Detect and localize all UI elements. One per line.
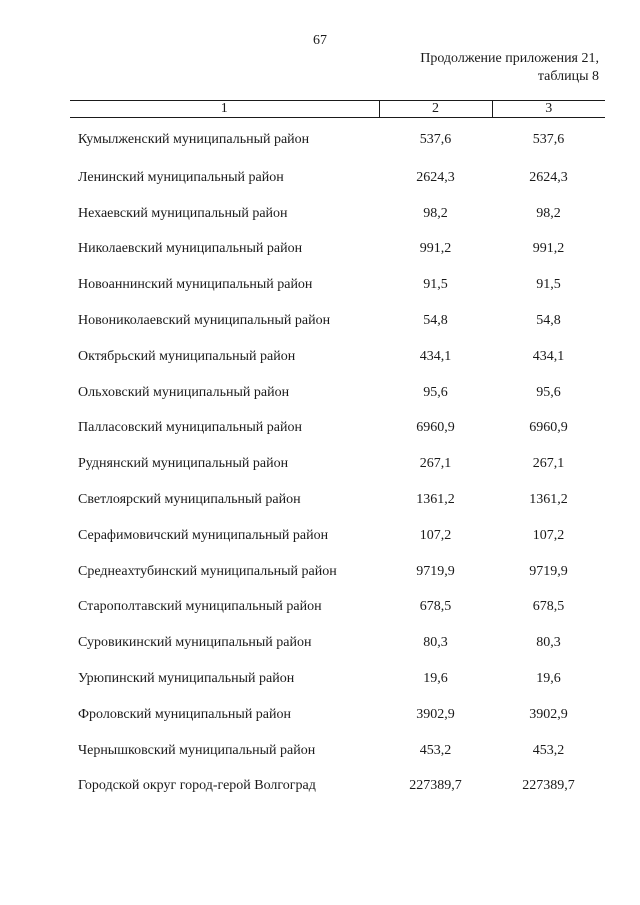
value-column-2: 54,8 xyxy=(423,313,448,329)
data-table-container xyxy=(70,100,605,804)
value-column-3: 19,6 xyxy=(536,671,561,687)
value-column-2: 6960,9 xyxy=(416,420,455,436)
district-name: Чернышковский муниципальный район xyxy=(78,742,316,758)
value-column-3: 1361,2 xyxy=(529,492,568,508)
district-name: Ленинский муниципальный район xyxy=(78,169,284,185)
value-column-2: 434,1 xyxy=(419,348,452,364)
table-body xyxy=(70,118,605,805)
value-column-2: 2624,3 xyxy=(416,169,455,185)
table-row xyxy=(70,196,605,232)
value-column-3: 2624,3 xyxy=(529,169,568,185)
value-column-2: 991,2 xyxy=(419,241,452,257)
table-row xyxy=(70,160,605,196)
table-row xyxy=(70,482,605,518)
district-name: Новоаннинский муниципальный район xyxy=(78,277,313,293)
district-name: Нехаевский муниципальный район xyxy=(78,205,288,221)
value-column-2: 3902,9 xyxy=(416,706,455,722)
table-header-row xyxy=(70,101,605,118)
value-column-3: 95,6 xyxy=(536,384,561,400)
column-header-3: 3 xyxy=(492,101,605,118)
district-name: Руднянский муниципальный район xyxy=(78,456,289,472)
value-column-3: 991,2 xyxy=(532,241,565,257)
table-row xyxy=(70,625,605,661)
value-column-3: 54,8 xyxy=(536,313,561,329)
table-row xyxy=(70,446,605,482)
value-column-2: 80,3 xyxy=(423,635,448,651)
continuation-header xyxy=(420,50,599,86)
value-column-3: 227389,7 xyxy=(522,778,575,794)
table-row xyxy=(70,411,605,447)
value-column-3: 9719,9 xyxy=(529,563,568,579)
value-column-3: 98,2 xyxy=(536,205,561,221)
district-name: Новониколаевский муниципальный район xyxy=(78,313,331,329)
district-name: Светлоярский муниципальный район xyxy=(78,492,301,508)
continuation-line-2: таблицы 8 xyxy=(537,69,599,84)
table-row xyxy=(70,661,605,697)
value-column-3: 267,1 xyxy=(532,456,565,472)
table-header xyxy=(70,101,605,118)
value-column-3: 91,5 xyxy=(536,277,561,293)
table-row xyxy=(70,303,605,339)
table-row xyxy=(70,697,605,733)
page-number: 67 xyxy=(313,33,327,48)
district-name: Городской округ город-герой Волгоград xyxy=(78,778,316,794)
value-column-3: 537,6 xyxy=(532,132,565,147)
table-row xyxy=(70,590,605,626)
value-column-3: 3902,9 xyxy=(529,706,568,722)
data-table xyxy=(70,100,605,804)
table-row xyxy=(70,339,605,375)
continuation-line-1: Продолжение приложения 21, xyxy=(420,51,599,66)
value-column-2: 227389,7 xyxy=(409,778,462,794)
value-column-2: 95,6 xyxy=(423,384,448,400)
district-name: Кумылженский муниципальный район xyxy=(78,132,310,147)
value-column-2: 98,2 xyxy=(423,205,448,221)
district-name: Среднеахтубинский муниципальный район xyxy=(78,563,337,579)
value-column-2: 267,1 xyxy=(419,456,452,472)
value-column-2: 9719,9 xyxy=(416,563,455,579)
table-row xyxy=(70,232,605,268)
district-name: Октябрьский муниципальный район xyxy=(78,348,296,364)
table-row xyxy=(70,267,605,303)
district-name: Николаевский муниципальный район xyxy=(78,241,303,257)
table-row xyxy=(70,554,605,590)
value-column-3: 80,3 xyxy=(536,635,561,651)
value-column-2: 19,6 xyxy=(423,671,448,687)
district-name: Палласовский муниципальный район xyxy=(78,420,302,436)
value-column-2: 107,2 xyxy=(419,527,452,543)
value-column-3: 678,5 xyxy=(532,599,565,615)
table-row xyxy=(70,733,605,769)
value-column-3: 453,2 xyxy=(532,742,565,758)
value-column-2: 453,2 xyxy=(419,742,452,758)
district-name: Ольховский муниципальный район xyxy=(78,384,290,400)
value-column-3: 107,2 xyxy=(532,527,565,543)
column-header-2: 2 xyxy=(379,101,492,118)
value-column-3: 434,1 xyxy=(532,348,565,364)
table-row xyxy=(70,769,605,805)
table-row xyxy=(70,518,605,554)
value-column-2: 678,5 xyxy=(419,599,452,615)
table-row xyxy=(70,375,605,411)
value-column-3: 6960,9 xyxy=(529,420,568,436)
district-name: Суровикинский муниципальный район xyxy=(78,635,312,651)
district-name: Урюпинский муниципальный район xyxy=(78,671,295,687)
value-column-2: 91,5 xyxy=(423,277,448,293)
column-header-1: 1 xyxy=(70,101,379,118)
district-name: Серафимовичский муниципальный район xyxy=(78,527,329,543)
district-name: Старополтавский муниципальный район xyxy=(78,599,322,615)
value-column-2: 1361,2 xyxy=(416,492,455,508)
district-name: Фроловский муниципальный район xyxy=(78,706,292,722)
value-column-2: 537,6 xyxy=(419,132,452,147)
table-row xyxy=(70,118,605,161)
